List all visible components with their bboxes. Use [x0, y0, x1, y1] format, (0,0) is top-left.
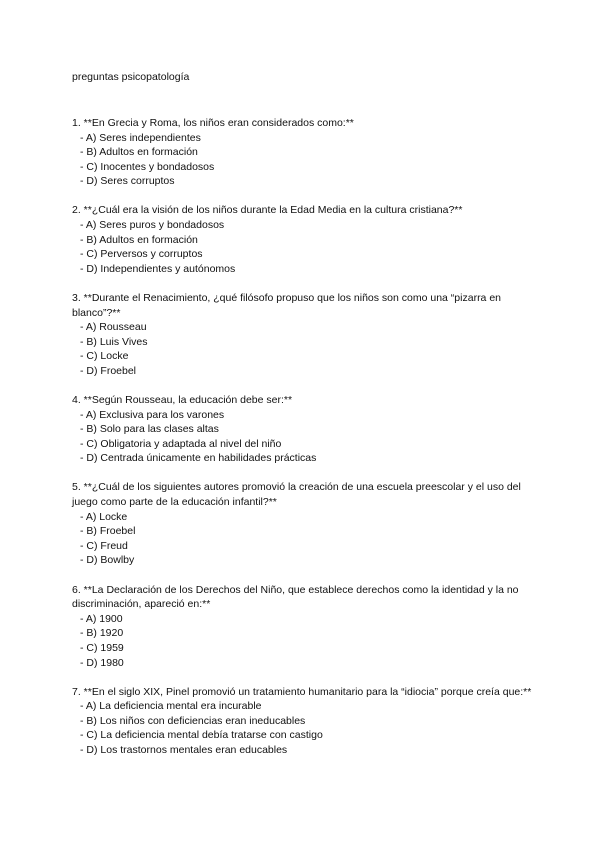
option-d: - D) Seres corruptos	[80, 175, 175, 188]
question-list	[72, 116, 532, 772]
option-b: - B) Los niños con deficiencias eran ineducables	[80, 714, 306, 727]
question-5	[72, 480, 532, 568]
question-2	[72, 203, 532, 276]
option-list	[72, 218, 532, 276]
question-1	[72, 116, 532, 189]
question-4	[72, 393, 532, 466]
option-a: - A) Seres independientes	[80, 131, 201, 144]
option-c: - C) Inocentes y bondadosos	[80, 160, 215, 173]
question-text: 5. **¿Cuál de los siguientes autores promovió la creación de una escuela preescolar y el uso del juego como parte de la educación infantil?**	[72, 481, 521, 509]
option-a: - A) 1900	[80, 612, 123, 625]
question-text: 1. **En Grecia y Roma, los niños eran considerados como:**	[72, 117, 354, 129]
option-d: - D) Centrada únicamente en habilidades prácticas	[80, 452, 317, 465]
question-3	[72, 291, 532, 379]
option-b: - B) Luis Vives	[80, 335, 148, 348]
question-text: 7. **En el siglo XIX, Pinel promovió un tratamiento humanitario para la “idiocia” porque creía que:**	[72, 685, 532, 698]
option-a: - A) Rousseau	[80, 321, 147, 334]
option-b: - B) Adultos en formación	[80, 233, 198, 246]
question-6	[72, 583, 532, 671]
question-text: 3. **Durante el Renacimiento, ¿qué filósofo propuso que los niños son como una “pizarra en blanco”?**	[72, 291, 501, 319]
option-c: - C) Obligatoria y adaptada al nivel del niño	[80, 437, 282, 450]
option-d: - D) Bowlby	[80, 554, 135, 567]
option-list	[72, 612, 532, 670]
option-list	[72, 510, 532, 568]
option-a: - A) La deficiencia mental era incurable	[80, 700, 262, 713]
option-c: - C) Perversos y corruptos	[80, 248, 203, 261]
option-d: - D) Los trastornos mentales eran educables	[80, 743, 288, 756]
option-c: - C) Freud	[80, 539, 128, 552]
option-a: - A) Locke	[80, 510, 128, 523]
option-c: - C) Locke	[80, 350, 129, 363]
option-c: - C) 1959	[80, 641, 124, 654]
option-list	[72, 320, 532, 378]
question-text: 2. **¿Cuál era la visión de los niños durante la Edad Media en la cultura cristiana?**	[72, 204, 463, 217]
question-7	[72, 685, 532, 758]
option-b: - B) Adultos en formación	[80, 146, 198, 159]
question-text: 4. **Según Rousseau, la educación debe ser:**	[72, 394, 293, 406]
option-d: - D) Froebel	[80, 364, 137, 377]
question-text: 6. **La Declaración de los Derechos del Niño, que establece derechos como la identidad y la no discriminación, apareció en:**	[72, 583, 519, 611]
option-list	[72, 408, 532, 466]
option-d: - D) 1980	[80, 656, 124, 669]
option-b: - B) 1920	[80, 627, 124, 640]
option-a: - A) Seres puros y bondadosos	[80, 219, 225, 232]
option-list	[72, 131, 532, 189]
option-a: - A) Exclusiva para los varones	[80, 408, 225, 421]
option-b: - B) Froebel	[80, 525, 136, 538]
option-b: - B) Solo para las clases altas	[80, 423, 219, 436]
option-list	[72, 699, 532, 757]
option-c: - C) La deficiencia mental debía tratarse con castigo	[80, 729, 323, 742]
document-title: preguntas psicopatología	[72, 71, 190, 83]
option-d: - D) Independientes y autónomos	[80, 262, 236, 275]
